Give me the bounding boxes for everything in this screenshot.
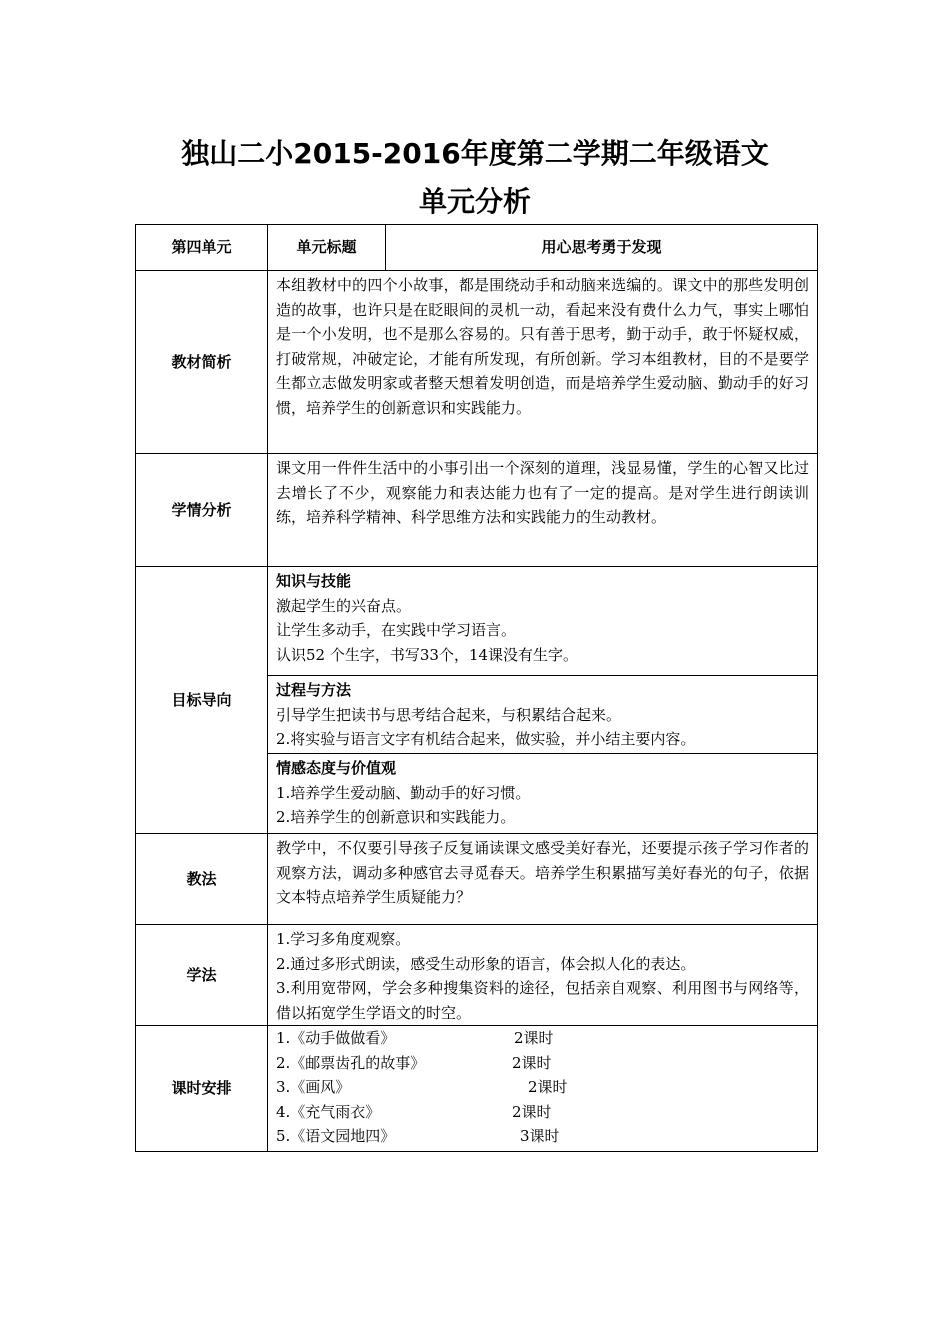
- unit-topic: 用心思考勇于发现: [386, 225, 818, 271]
- document-subtitle: 单元分析: [418, 185, 531, 218]
- unit-cell: 第四单元: [136, 225, 268, 271]
- schedule-hours: 3课时: [520, 1127, 560, 1145]
- process-line: 2.将实验与语言文字有机结合起来，做实验，并小结主要内容。: [276, 730, 696, 748]
- textbook-content: [268, 271, 818, 454]
- schedule-row: [136, 1026, 818, 1152]
- knowledge-line: 让学生多动手，在实践中学习语言。: [276, 621, 517, 639]
- schedule-lesson: 5.《语文园地四》: [276, 1127, 396, 1145]
- knowledge-title: 知识与技能: [276, 572, 352, 590]
- knowledge-line: 激起学生的兴奋点。: [276, 596, 412, 615]
- learning-row: [136, 925, 818, 1026]
- schedule-label: 课时安排: [136, 1026, 268, 1152]
- schedule-hours: 2课时: [512, 1102, 552, 1121]
- schedule-lesson: 4.《充气雨衣》: [276, 1102, 381, 1121]
- emotion-line: 1.培养学生爱动脑、勤动手的好习惯。: [276, 783, 531, 802]
- emotion-line: 2.培养学生的创新意识和实践能力。: [276, 808, 516, 826]
- schedule-hours: 2课时: [514, 1029, 554, 1047]
- document-title: 独山二小2015-2016年度第二学期二年级语文: [181, 137, 769, 170]
- students-content: [268, 454, 818, 567]
- students-row: [136, 454, 818, 567]
- textbook-row: [136, 271, 818, 454]
- learning-label: 学法: [136, 925, 268, 1026]
- learning-line: 2.通过多形式朗读，感受生动形象的语言，体会拟人化的表达。: [276, 954, 696, 973]
- learning-content: [268, 925, 818, 1026]
- process-cell: [268, 676, 818, 754]
- schedule-item: [276, 1051, 809, 1076]
- schedule-item: [276, 1124, 809, 1149]
- schedule-lesson: 2.《邮票齿孔的故事》: [276, 1053, 426, 1072]
- schedule-lesson: 1.《动手做做看》: [276, 1029, 396, 1047]
- knowledge-cell: [268, 567, 818, 676]
- teaching-content: [268, 834, 818, 925]
- schedule-hours: 2课时: [512, 1053, 552, 1072]
- goals-knowledge-row: [136, 567, 818, 676]
- teaching-label: 教法: [136, 834, 268, 925]
- schedule-content: [268, 1026, 818, 1152]
- students-label: 学情分析: [136, 454, 268, 567]
- schedule-item: [276, 1075, 809, 1100]
- unit-title-label: 单元标题: [268, 225, 386, 271]
- schedule-item: [276, 1026, 809, 1051]
- textbook-text: 本组教材中的四个小故事，都是围绕动手和动脑来选编的。课文中的那些发明创造的故事，也许只是在眨眼间的灵机一动，看起来没有费什么力气，事实上哪怕是一个小发明，也不是那么容易的。只有善于思考，勤于动手，敢于怀疑权威，打破常规，冲破定论，才能有所发现，有所创新。学习本组教材，目的不是要学生都立志做发明家或者整天想着发明创造，而是培养学生爱动脑、勤动手的好习惯，培养学生的创新意识和实践能力。: [276, 276, 809, 417]
- schedule-hours: 2课时: [528, 1078, 568, 1096]
- knowledge-line: 认识52 个生字，书写33个，14课没有生字。: [276, 645, 579, 664]
- textbook-label: 教材简析: [136, 271, 268, 454]
- schedule-lesson: 3.《画风》: [276, 1078, 351, 1096]
- emotion-title: 情感态度与价值观: [276, 759, 397, 777]
- learning-line: 1.学习多角度观察。: [276, 930, 411, 948]
- students-text: 课文用一件件生活中的小事引出一个深刻的道理，浅显易懂，学生的心智又比过去增长了不少，观察能力和表达能力也有了一定的提高。是对学生进行朗读训练，培养科学精神、科学思维方法和实践能力的生动教材。: [276, 459, 809, 526]
- emotion-cell: [268, 754, 818, 834]
- process-line: 引导学生把读书与思考结合起来，与积累结合起来。: [276, 705, 622, 724]
- process-title: 过程与方法: [276, 681, 352, 699]
- header-row: [136, 225, 818, 271]
- teaching-text: 教学中，不仅要引导孩子反复诵读课文感受美好春光，还要提示孩子学习作者的观察方法，调动多种感官去寻觅春天。培养学生积累描写美好春光的句子，依据文本特点培养学生质疑能力？: [276, 839, 809, 906]
- teaching-row: [136, 834, 818, 925]
- learning-line: 3.利用宽带网，学会多种搜集资料的途径，包括亲自观察、利用图书与网络等，借以拓宽学生学语文的时空。: [276, 979, 809, 1022]
- unit-analysis-table: [135, 224, 818, 1152]
- goals-label: 目标导向: [136, 567, 268, 834]
- schedule-item: [276, 1100, 809, 1125]
